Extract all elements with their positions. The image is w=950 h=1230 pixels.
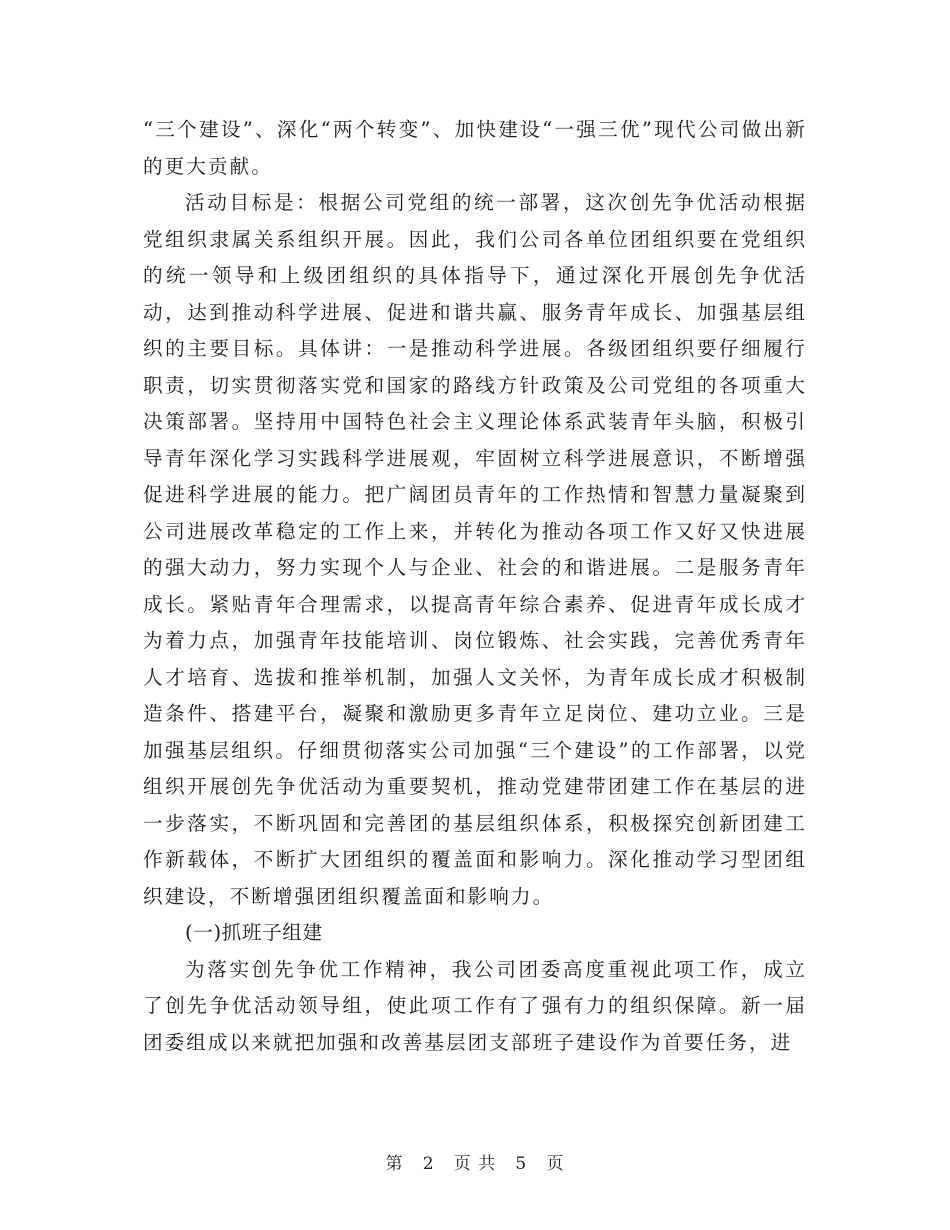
page-footer xyxy=(0,1152,950,1176)
footer-suffix: 页 xyxy=(546,1154,565,1174)
footer-middle: 页 共 xyxy=(453,1154,497,1174)
footer-current-page: 2 xyxy=(422,1154,435,1174)
footer-total-pages: 5 xyxy=(515,1154,528,1174)
footer-prefix: 第 xyxy=(385,1154,404,1174)
paragraph-continued: “三个建设”、深化“两个转变”、加快建设“一强三优”现代公司做出新的更大贡献。 xyxy=(143,118,807,178)
section-heading: (一)抓班子组建 xyxy=(185,921,323,944)
paragraph-team-building: 为落实创先争优工作精神，我公司团委高度重视此项工作，成立了创先争优活动领导组，使此项工作有了强有力的组织保障。新一届团委组成以来就把加强和改善基层团支部班子建设作为首要任务，进 xyxy=(143,957,807,1054)
paragraph-activity-goals: 活动目标是：根据公司党组的统一部署，这次创先争优活动根据党组织隶属关系组织开展。因此，我们公司各单位团组织要在党组织的统一领导和上级团组织的具体指导下，通过深化开展创先争优活动，达到推动科学进展、促进和谐共赢、服务青年成长、加强基层组织的主要目标。具体讲：一是推动科学进展。各级团组织要仔细履行职责，切实贯彻落实党和国家的路线方针政策及公司党组的各项重大决策部署。坚持用中国特色社会主义理论体系武装青年头脑，积极引导青年深化学习实践科学进展观，牢固树立科学进展意识，不断增强促进科学进展的能力。把广阔团员青年的工作热情和智慧力量凝聚到公司进展改革稳定的工作上来，并转化为推动各项工作又好又快进展的强大动力，努力实现个人与企业、社会的和谐进展。二是服务青年成长。紧贴青年合理需求，以提高青年综合素养、促进青年成长成才为着力点，加强青年技能培训、岗位锻炼、社会实践，完善优秀青年人才培育、选拔和推举机制，加强人文关怀，为青年成长成才积极制造条件、搭建平台，凝聚和激励更多青年立足岗位、建功立业。三是加强基层组织。仔细贯彻落实公司加强“三个建设”的工作部署，以党组织开展创先争优活动为重要契机，推动党建带团建工作在基层的进一步落实，不断巩固和完善团的基层组织体系，积极探究创新团建工作新载体，不断扩大团组织的覆盖面和影响力。深化推动学习型团组织建设，不断增强团组织覆盖面和影响力。 xyxy=(143,191,807,908)
document-body xyxy=(143,112,807,1061)
